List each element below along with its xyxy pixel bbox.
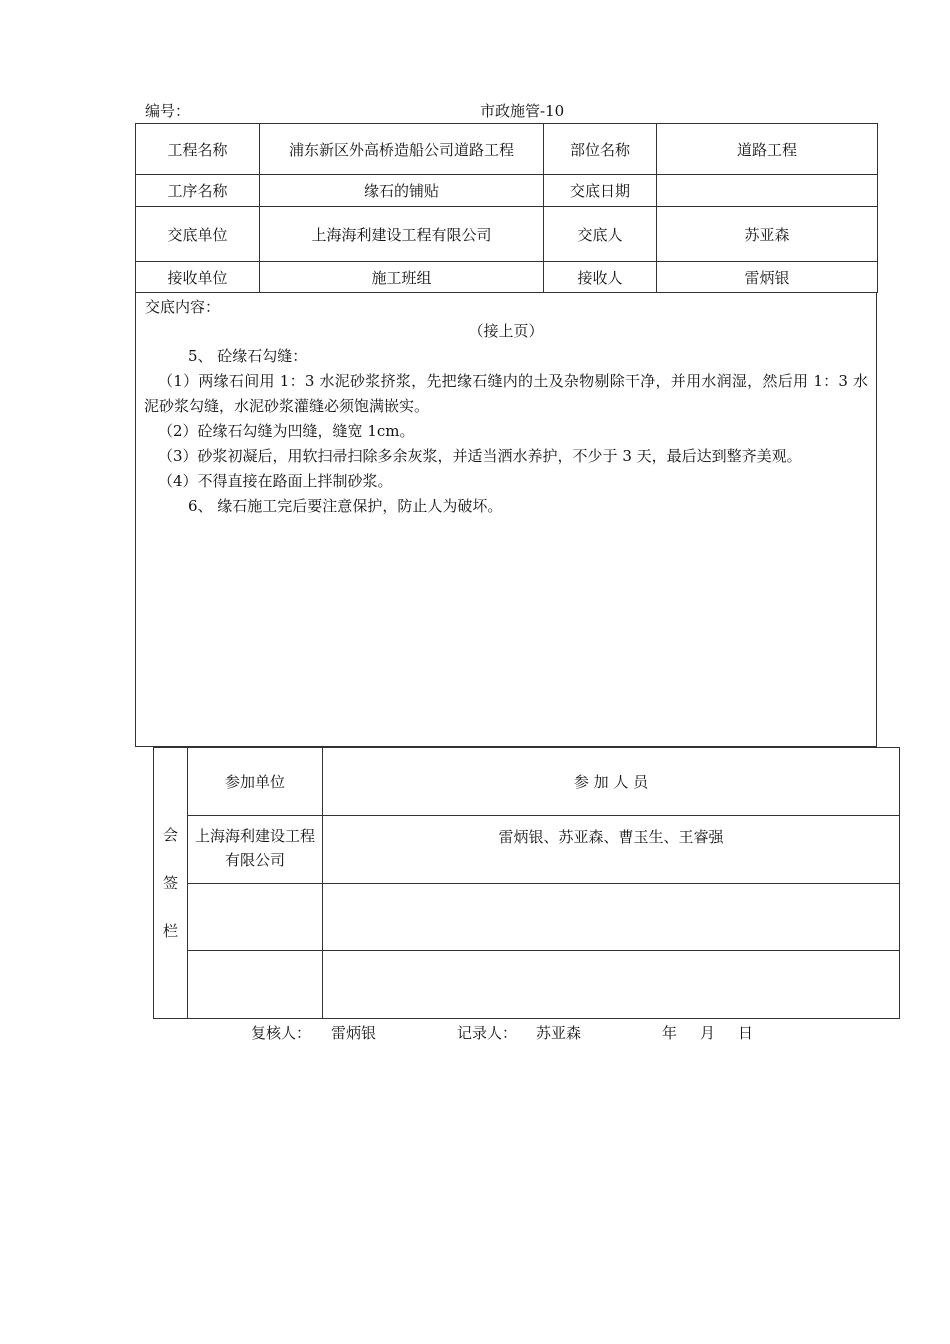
sign-row [154,884,900,951]
reviewer-label: 复核人： [251,1024,312,1042]
sign-unit: 上海海利建设工程有限公司 [188,816,323,884]
day-label: 日 [738,1024,754,1042]
content-line: （3）砂浆初凝后，用软扫帚扫除多余灰浆，并适当洒水养护，不少于 3 天，最后达到整齐美观。 [158,447,802,465]
form-code: 市政施管-10 [480,102,565,120]
sign-people [323,884,900,951]
people-header: 参 加 人 员 [323,748,900,816]
content-line: 5、 砼缘石勾缝： [188,347,308,365]
part-name-label: 部位名称 [544,124,657,175]
receiver-value: 雷炳银 [657,262,878,293]
issuer-label: 交底人 [544,207,657,262]
side-char: 栏 [162,922,178,940]
content-box [135,292,877,747]
process-value: 缘石的铺贴 [260,175,544,207]
content-line: （2）砼缘石勾缝为凹缝，缝宽 1cm。 [158,422,415,440]
unit-header: 参加单位 [188,748,323,816]
project-name-label: 工程名称 [136,124,260,175]
process-label: 工序名称 [136,175,260,207]
sign-row [154,951,900,1019]
content-line: （4）不得直接在路面上拌制砂浆。 [158,472,393,490]
recorder-label: 记录人： [457,1024,518,1042]
sign-people [323,951,900,1019]
sign-table [153,747,900,1019]
side-char: 会 [162,826,178,844]
month-label: 月 [700,1024,716,1042]
content-line: 6、 缘石施工完后要注意保护，防止人为破坏。 [188,497,503,515]
side-char: 签 [162,874,178,892]
issuer-value: 苏亚森 [657,207,878,262]
info-row-issuer [136,207,878,262]
sign-people: 雷炳银、苏亚森、曹玉生、王睿强 [323,816,900,884]
receiver-unit-label: 接收单位 [136,262,260,293]
info-row-project [136,124,878,175]
sign-header-row [154,748,900,816]
receiver-label: 接收人 [544,262,657,293]
sign-unit [188,951,323,1019]
info-row-receiver [136,262,878,293]
continued-note: （接上页） [468,322,544,340]
project-name-value: 浦东新区外高桥造船公司道路工程 [260,124,544,175]
content-body [144,344,868,519]
info-row-process [136,175,878,207]
part-name-value: 道路工程 [657,124,878,175]
date-label: 交底日期 [544,175,657,207]
sign-row [154,816,900,884]
content-title: 交底内容： [145,298,221,316]
form-number-label: 编号： [145,102,191,120]
year-label: 年 [662,1024,678,1042]
receiver-unit-value: 施工班组 [260,262,544,293]
sign-side-label [154,748,188,1019]
content-line: （1）两缘石间用 1：3 水泥砂浆挤浆，先把缘石缝内的土及杂物剔除干净，并用水润湿，然后用 1：3 水泥砂浆勾缝，水泥砂浆灌缝必须饱满嵌实。 [144,372,868,415]
recorder-name: 苏亚森 [536,1024,582,1042]
issuer-unit-value: 上海海利建设工程有限公司 [260,207,544,262]
issuer-unit-label: 交底单位 [136,207,260,262]
date-value [657,175,878,207]
info-table [135,123,878,293]
reviewer-name: 雷炳银 [331,1024,377,1042]
sign-unit [188,884,323,951]
